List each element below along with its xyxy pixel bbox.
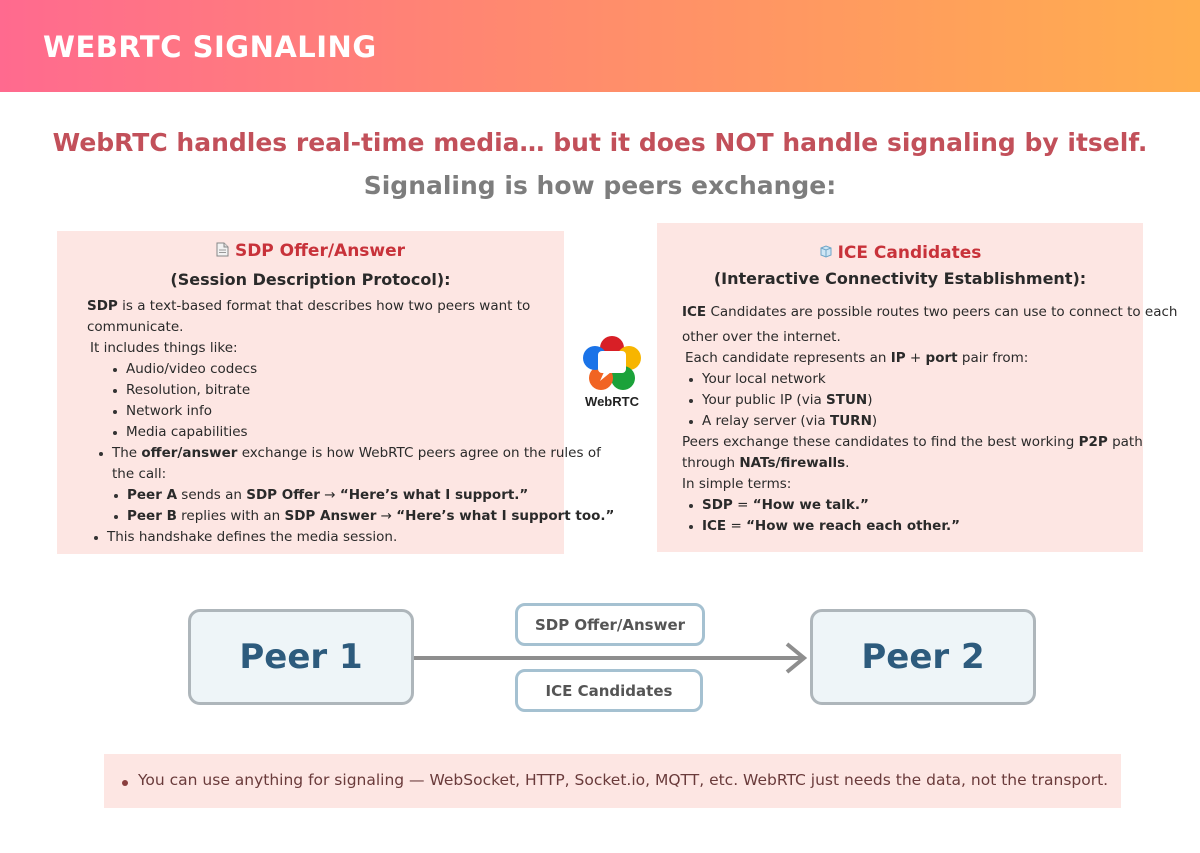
ice-card-title-text: ICE Candidates [837, 243, 982, 263]
list-item: Resolution, bitrate [126, 382, 251, 398]
header-banner [0, 0, 1200, 92]
webrtc-logo-icon [580, 334, 644, 394]
list-item: Audio/video codecs [126, 361, 258, 377]
sdp-intro: SDP is a text-based format that describes how two peers want to [87, 298, 531, 314]
ice-card-subtitle: (Interactive Connectivity Establishment): [713, 269, 1087, 288]
sdp-card-title [57, 241, 564, 261]
ice-simple-terms: In simple terms: [682, 476, 792, 492]
headline-secondary: Signaling is how peers exchange: [363, 171, 837, 200]
sdp-exchange-cont: the call: [112, 466, 167, 482]
headline-primary: WebRTC handles real-time media… but it does NOT handle signaling by itself. [52, 128, 1148, 157]
webrtc-logo [580, 334, 644, 412]
list-item: Media capabilities [126, 424, 248, 440]
signaling-note [104, 754, 1121, 808]
term-ice: ICE = “How we reach each other.” [702, 518, 961, 534]
term-sdp: SDP = “How we talk.” [702, 497, 869, 513]
sdp-intro-cont: communicate. [87, 319, 184, 335]
sdp-card-subtitle: (Session Description Protocol): [170, 270, 451, 289]
ice-card-title [657, 243, 1143, 263]
list-item: Network info [126, 403, 212, 419]
sdp-card-title-text: SDP Offer/Answer [234, 241, 406, 261]
ice-cube-icon [819, 244, 832, 259]
ice-intro-cont: other over the internet. [682, 329, 841, 345]
peer-b-line: Peer B replies with an SDP Answer → “Here’s what I support too.” [127, 508, 615, 524]
webrtc-logo-label: WebRTC [585, 394, 639, 409]
ice-candidates-pill: ICE Candidates [515, 669, 703, 712]
list-item: Your local network [702, 371, 826, 387]
ice-exchange: Peers exchange these candidates to find the best working P2P path [682, 434, 1143, 450]
peer-1-box: Peer 1 [188, 609, 414, 705]
document-icon [216, 242, 229, 257]
ice-through: through NATs/firewalls. [682, 455, 850, 471]
sdp-includes: It includes things like: [90, 340, 238, 356]
sdp-handshake: This handshake defines the media session. [107, 529, 398, 545]
bullet-dot [122, 780, 128, 786]
peer-a-line: Peer A sends an SDP Offer → “Here’s what I support.” [127, 487, 529, 503]
sdp-card [57, 231, 615, 554]
ice-card [657, 223, 1178, 552]
list-item: Your public IP (via STUN) [702, 392, 873, 408]
signaling-note-text: You can use anything for signaling — WebSocket, HTTP, Socket.io, MQTT, etc. WebRTC just needs the data, not the transport. [138, 771, 1109, 789]
ice-represents: Each candidate represents an IP + port pair from: [685, 350, 1029, 366]
peer-2-box: Peer 2 [810, 609, 1036, 705]
ice-intro: ICE Candidates are possible routes two peers can use to connect to each [682, 304, 1178, 320]
page-title: WEBRTC SIGNALING [43, 30, 377, 64]
sdp-exchange: The offer/answer exchange is how WebRTC peers agree on the rules of [112, 445, 601, 461]
sdp-offer-answer-pill: SDP Offer/Answer [515, 603, 705, 646]
list-item: A relay server (via TURN) [702, 413, 878, 429]
